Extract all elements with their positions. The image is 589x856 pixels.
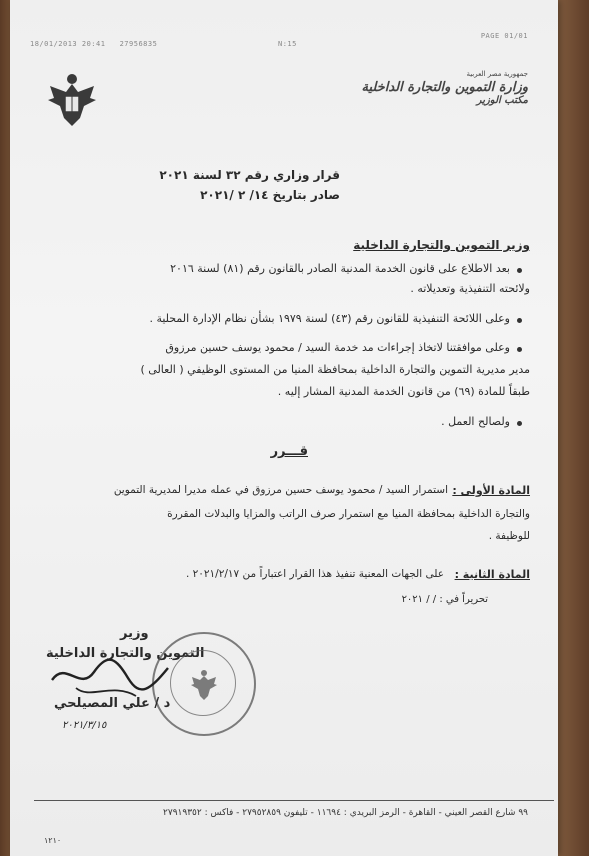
page-number: ١٢١٠	[44, 836, 62, 845]
clause-1: بعد الاطلاع على قانون الخدمة المدنية الصادر بالقانون رقم (٨١) لسنة ٢٠١٦	[170, 262, 510, 275]
bullet	[517, 318, 522, 323]
ministry-name: وزارة التموين والتجارة الداخلية	[361, 80, 528, 95]
clause-3-cont2: طبقاً للمادة (٦٩) من قانون الخدمة المدنية المشار إليه .	[277, 385, 530, 398]
signatory-title-2: التموين والتجارة الداخلية	[46, 646, 205, 661]
clause-2: وعلى اللائحة التنفيذية للقانون رقم (٤٣) لسنة ١٩٧٩ بشأن نظام الإدارة المحلية .	[149, 312, 510, 325]
article-1-text: استمرار السيد / محمود يوسف حسين مرزوق في عمله مديرا لمديرية التموين	[113, 484, 448, 496]
minister-title: وزير التموين والتجارة الداخلية	[353, 238, 530, 252]
written-date: تحريراً في : / / ٢٠٢١	[401, 594, 488, 605]
bullet	[517, 421, 522, 426]
article-1-label: المادة الأولى :	[452, 484, 530, 497]
footer-divider	[34, 800, 554, 801]
decree-issued-date: صادر بتاريخ ١٤/ ٢ /٢٠٢١	[200, 188, 340, 202]
signatory-title-1: وزير	[120, 626, 149, 641]
article-2-text: على الجهات المعنية تنفيذ هذا القرار اعتباراً من ٢٠٢١/٢/١٧ .	[185, 568, 444, 580]
republic-label: جمهورية مصر العربية	[466, 70, 528, 78]
bullet	[517, 347, 522, 352]
egypt-eagle-emblem-icon	[46, 70, 98, 130]
article-1-text-cont: والتجارة الداخلية بمحافظة المنيا مع استمرار صرف الراتب والمزايا والبدلات المقررة	[167, 508, 530, 520]
ministry-office: مكتب الوزير	[476, 95, 528, 106]
bullet	[517, 268, 522, 273]
signature-date-note: ٢٠٢١/٣/١٥	[62, 720, 107, 731]
document-page	[10, 0, 558, 856]
decided-heading: قـــرر	[270, 444, 308, 459]
article-2-label: المادة الثانية :	[454, 568, 530, 581]
signatory-name: د / علي المصيلحي	[54, 696, 171, 711]
ministry-header	[348, 70, 528, 106]
fax-id: N:15	[278, 40, 297, 48]
fax-datetime: 18/01/2013 20:41 27956835	[30, 40, 158, 48]
clause-4: ولصالح العمل .	[441, 415, 510, 428]
decree-title: قرار وزاري رقم ٣٢ لسنة ٢٠٢١	[159, 168, 340, 182]
clause-3-cont: مدير مديرية التموين والتجارة الداخلية بمحافظة المنيا من المستوى الوظيفي ( العالى )	[140, 363, 530, 376]
footer-address: ٩٩ شارع القصر العيني - القاهرة - الرمز البريدي : ١١٦٩٤ - تليفون ٢٧٩٥٢٨٥٩ - فاكس : ٢٧٩١٩٣٥٢	[163, 808, 528, 818]
article-1-text-cont2: للوظيفة .	[488, 530, 530, 542]
clause-1-cont: ولائحته التنفيذية وتعديلاته .	[410, 282, 530, 295]
fax-page: PAGE 01/01	[480, 32, 528, 40]
clause-3: وعلى موافقتنا لاتخاذ إجراءات مد خدمة السيد / محمود يوسف حسين مرزوق	[165, 341, 510, 354]
